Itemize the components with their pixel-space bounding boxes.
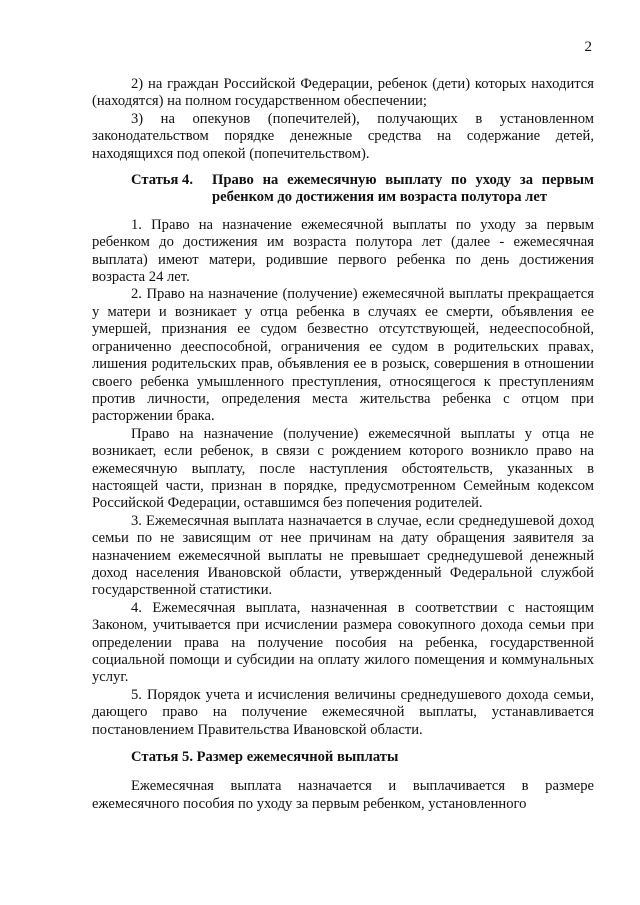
- article-5-heading: Статья 5. Размер ежемесячной выплаты: [131, 749, 399, 766]
- paragraph-intro-2: 2) на граждан Российской Федерации, ребенок (дети) которых находится (находятся) на полном государственном обеспечении;: [92, 76, 594, 110]
- article-4-paragraph-3: 3. Ежемесячная выплата назначается в случае, если среднедушевой доход семьи по не зависящим от нее причинам на дату обращения заявителя за назначением ежемесячной выплаты не превышает среднедушевой денежный доход населения Ивановской области, утвержденный Федеральной службой государственной статистики.: [92, 512, 594, 599]
- article-4-paragraph-2: 2. Право на назначение (получение) ежемесячной выплаты прекращается у матери и возникает у отца ребенка в случаях ее смерти, объявления ее умершей, признания ее судом безвестно отсутствующей, недееспособной, ограниченно дееспособной, ограничения ее судом в родительских правах, лишения родительских прав, объявления ее в розыск, совершения в отношении своего ребенка умышленного преступления, относящегося к преступлениям против личности, определения места жительства ребенка с отцом при расторжении брака.: [92, 286, 594, 425]
- article-5-paragraph-1: Ежемесячная выплата назначается и выплачивается в размере ежемесячного пособия по уходу за первым ребенком, установленного: [92, 778, 594, 812]
- page-number: 2: [584, 39, 592, 55]
- paragraph-intro-3: 3) на опекунов (попечителей), получающих в установленном законодательством порядке денежные средства на содержание детей, находящихся под опекой (попечительством).: [92, 110, 594, 162]
- article-4-title: Право на ежемесячную выплату по уходу за первым ребенком до достижения им возраста полутора лет: [212, 172, 594, 206]
- article-4-paragraph-5: 5. Порядок учета и исчисления величины среднедушевого дохода семьи, дающего право на получение ежемесячной выплаты, устанавливается постановлением Правительства Ивановской области.: [92, 686, 594, 738]
- article-4-paragraph-2b: Право на назначение (получение) ежемесячной выплаты у отца не возникает, если ребенок, в связи с рождением которого возникло право на ежемесячную выплату, после наступления обстоятельств, указанных в настоящей части, признан в порядке, предусмотренном Семейным кодексом Российской Федерации, оставшимся без попечения родителей.: [92, 425, 594, 512]
- article-4-paragraph-1: 1. Право на назначение ежемесячной выплаты по уходу за первым ребенком до достижения им возраста полутора лет (далее - ежемесячная выплата) имеют матери, родившие первого ребенка по день достижения возраста 24 лет.: [92, 216, 594, 286]
- article-4-paragraph-4: 4. Ежемесячная выплата, назначенная в соответствии с настоящим Законом, учитывается при исчислении размера совокупного дохода семьи при определении права на получение пособия на ребенка, государственной социальной помощи и субсидии на оплату жилого помещения и коммунальных услуг.: [92, 599, 594, 686]
- article-4-heading: [92, 172, 594, 207]
- document-body: [92, 76, 594, 813]
- article-4-number: Статья 4.: [131, 172, 193, 189]
